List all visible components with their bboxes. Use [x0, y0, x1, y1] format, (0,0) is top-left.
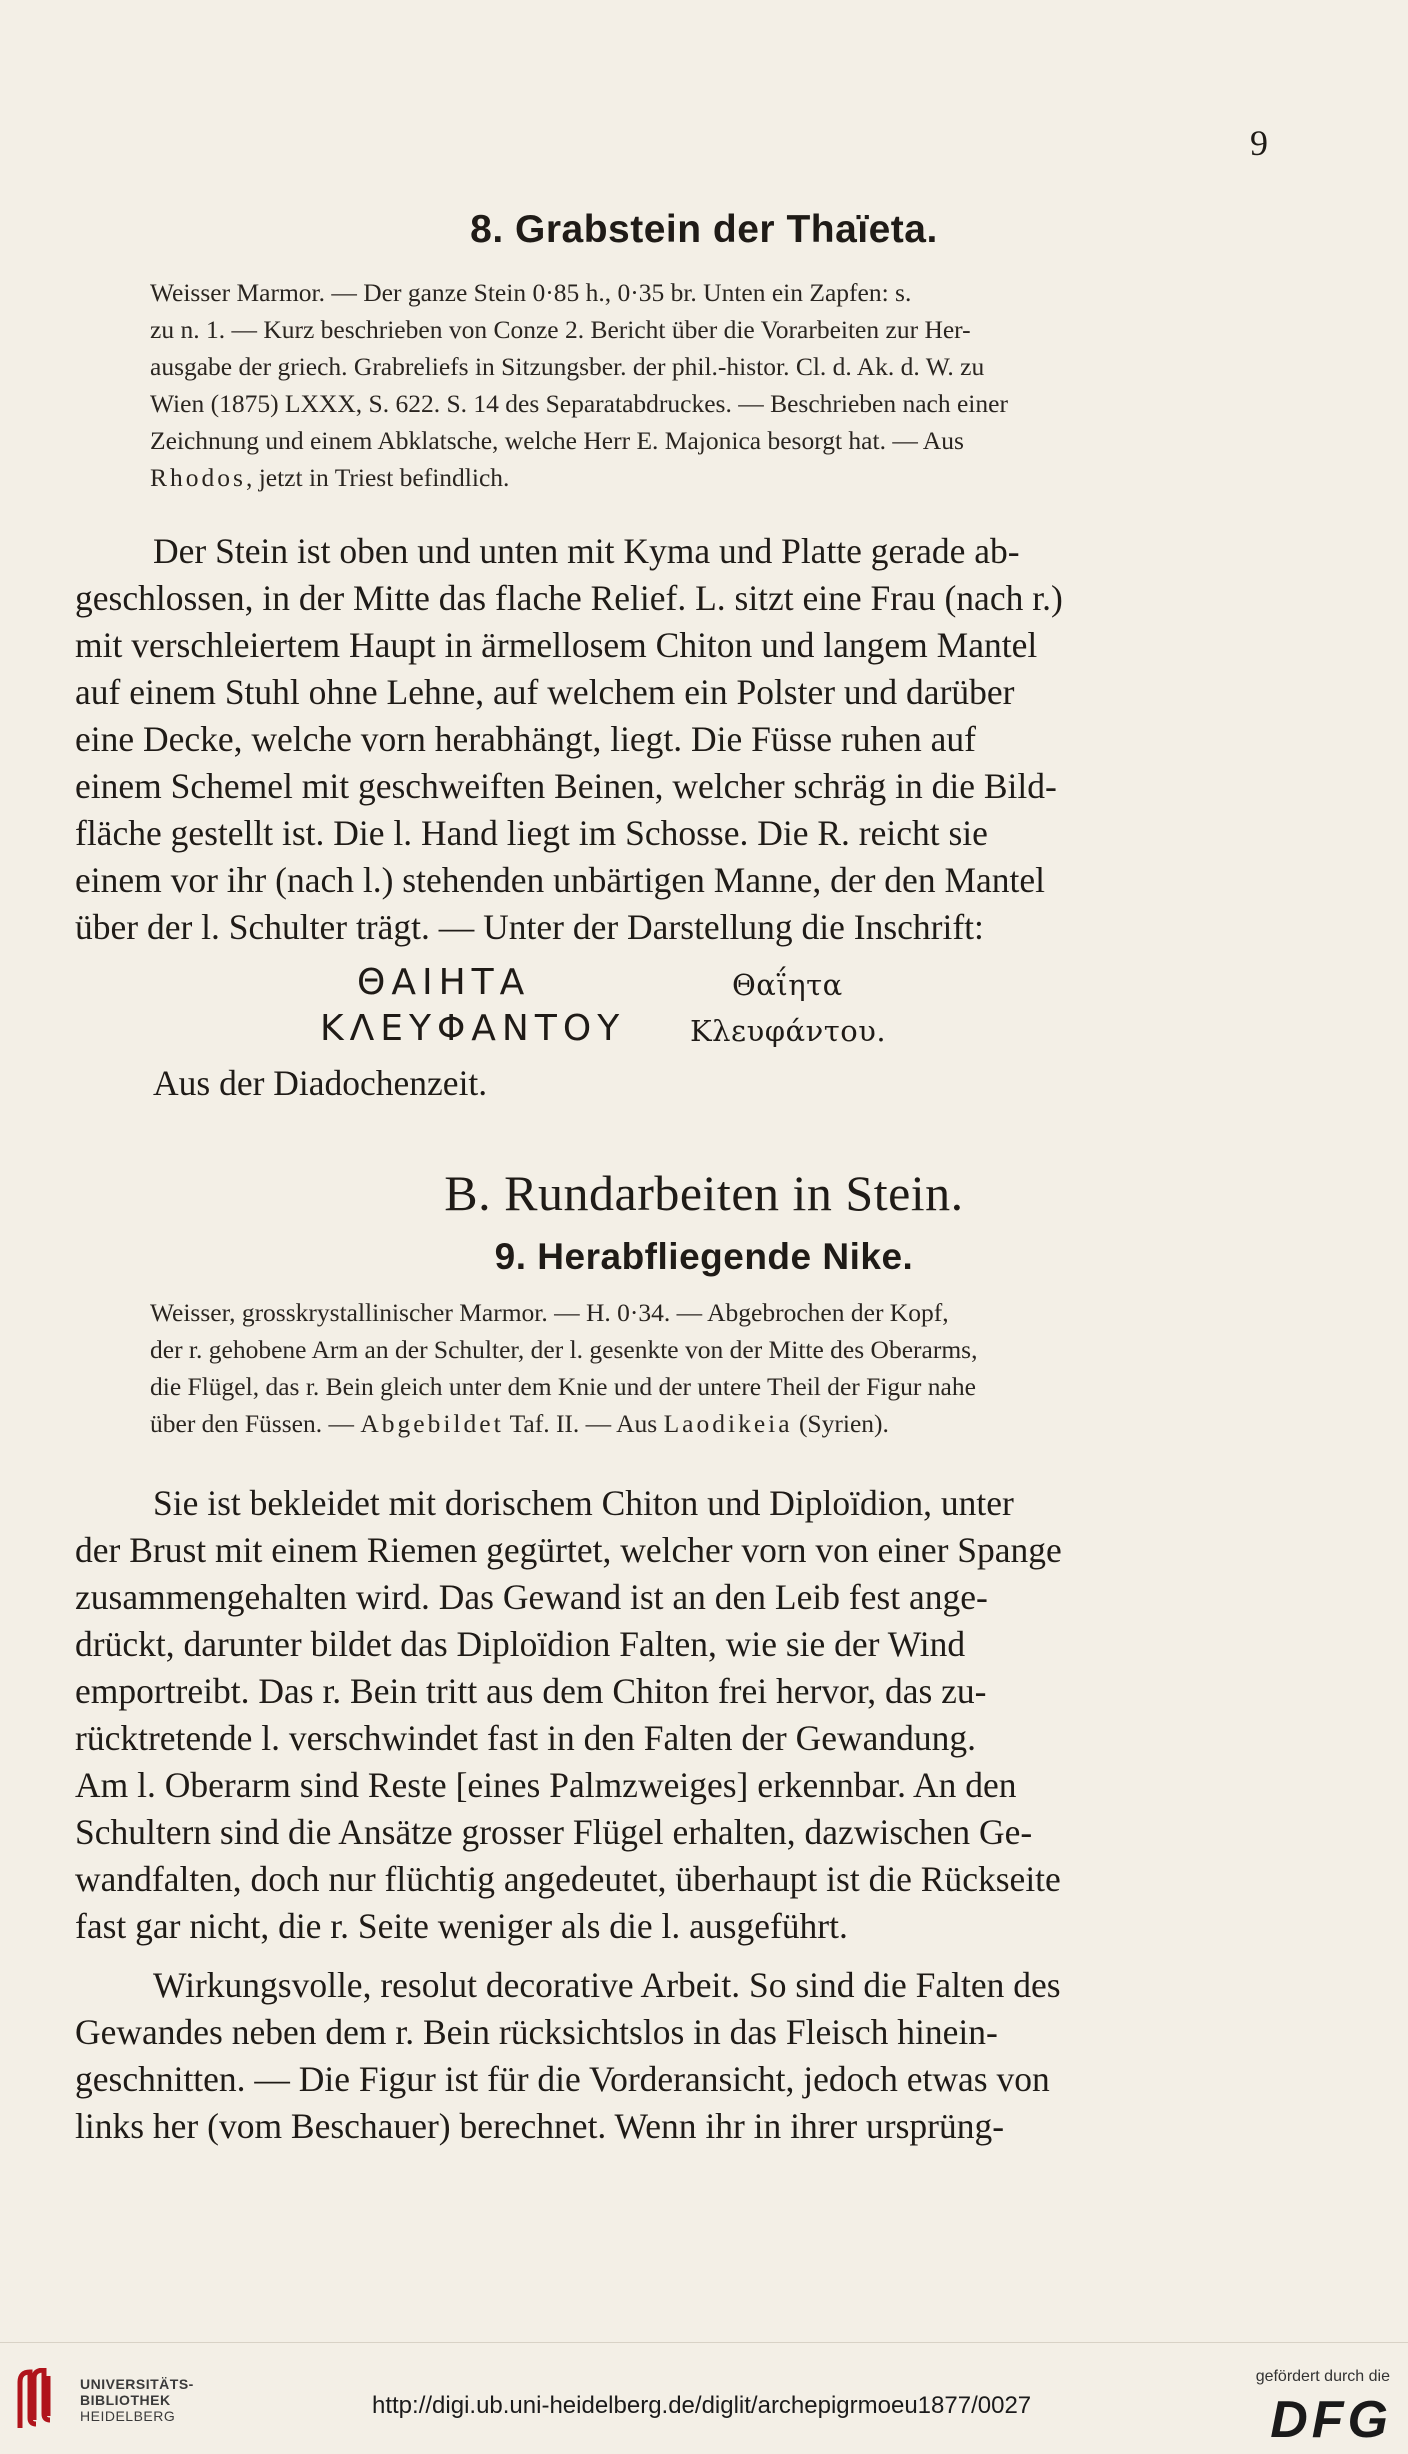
body-line: eine Decke, welche vorn herabhängt, liegt. Die Füsse ruhen auf — [75, 719, 976, 759]
body-line: fläche gestellt ist. Die l. Hand liegt im Schosse. Die R. reicht sie — [75, 813, 988, 853]
body-line: Gewandes neben dem r. Bein rücksichtslos in das Fleisch hinein- — [75, 2012, 998, 2052]
body-line: drückt, darunter bildet das Diploïdion Falten, wie sie der Wind — [75, 1624, 966, 1664]
section-8-note — [150, 274, 1236, 496]
note-line: die Flügel, das r. Bein gleich unter dem Knie und der untere Theil der Figur nahe — [150, 1372, 976, 1401]
note-text: , jetzt in Triest befindlich. — [245, 463, 510, 492]
body-line: zusammengehalten wird. Das Gewand ist an den Leib fest ange- — [75, 1577, 988, 1617]
body-line: emportreibt. Das r. Bein tritt aus dem Chiton frei hervor, das zu- — [75, 1671, 987, 1711]
body-line: geschlossen, in der Mitte das flache Relief. L. sitzt eine Frau (nach r.) — [75, 578, 1063, 618]
inscription-transcription: Κλευφάντου. — [690, 1014, 887, 1048]
section-8-description — [75, 528, 1235, 951]
body-line: Wirkungsvolle, resolut decorative Arbeit. So sind die Falten des — [153, 1965, 1061, 2005]
place-name: Laodikeia — [663, 1409, 793, 1438]
section-9-paragraph-1 — [75, 1480, 1235, 1950]
body-line: über der l. Schulter trägt. — Unter der Darstellung die Inschrift: — [75, 907, 984, 947]
university-library-logo-icon — [14, 2368, 74, 2430]
dating: Aus der Diadochenzeit. — [153, 1063, 488, 1103]
section-9-note — [150, 1294, 1236, 1442]
note-line: ausgabe der griech. Grabreliefs in Sitzungsber. der phil.-histor. Cl. d. Ak. d. W. zu — [150, 352, 985, 381]
body-line: einem Schemel mit geschweiften Beinen, welcher schräg in die Bild- — [75, 766, 1057, 806]
body-line: einem vor ihr (nach l.) stehenden unbärtigen Manne, der den Mantel — [75, 860, 1045, 900]
body-line: der Brust mit einem Riemen gegürtet, welcher vorn von einer Spange — [75, 1530, 1062, 1570]
note-line: Weisser Marmor. — Der ganze Stein 0·85 h., 0·35 br. Unten ein Zapfen: s. — [150, 278, 912, 307]
dfg-logo: DFG — [1270, 2391, 1392, 2449]
footer-divider — [0, 2342, 1408, 2343]
body-line: mit verschleiertem Haupt in ärmellosem Chiton und langem Mantel — [75, 625, 1038, 665]
note-line: Wien (1875) LXXX, S. 622. S. 14 des Separatabdruckes. — Beschrieben nach einer — [150, 389, 1008, 418]
page-number: 9 — [1250, 123, 1268, 163]
body-line: links her (vom Beschauer) berechnet. Wenn ihr in ihrer ursprüng- — [75, 2106, 1005, 2146]
body-line: auf einem Stuhl ohne Lehne, auf welchem ein Polster und darüber — [75, 672, 1015, 712]
body-line: Der Stein ist oben und unten mit Kyma und Platte gerade ab- — [153, 531, 1020, 571]
section-9-paragraph-2 — [75, 1962, 1235, 2150]
section-9-title: 9. Herabfliegende Nike. — [494, 1236, 914, 1277]
body-line: Am l. Oberarm sind Reste [eines Palmzweiges] erkennbar. An den — [75, 1765, 1017, 1805]
part-b-title: B. Rundarbeiten in Stein. — [444, 1165, 964, 1221]
inscription-capitals: ΚΛΕΥΦΑΝΤΟΥ — [320, 1008, 626, 1049]
body-line: fast gar nicht, die r. Seite weniger als die l. ausgeführt. — [75, 1906, 848, 1946]
library-name: UNIVERSITÄTS- BIBLIOTHEK HEIDELBERG — [80, 2376, 194, 2424]
note-line: Weisser, grosskrystallinischer Marmor. — H. 0·34. — Abgebrochen der Kopf, — [150, 1298, 949, 1327]
spaced-text: Abgebildet — [360, 1409, 504, 1438]
body-line: rücktretende l. verschwindet fast in den Falten der Gewandung. — [75, 1718, 977, 1758]
body-line: geschnitten. — Die Figur ist für die Vorderansicht, jedoch etwas von — [75, 2059, 1050, 2099]
body-line: Schultern sind die Ansätze grosser Flügel erhalten, dazwischen Ge- — [75, 1812, 1033, 1852]
inscription-transcription: Θαΐητα — [732, 968, 843, 1002]
note-line: Zeichnung und einem Abklatsche, welche Herr E. Majonica besorgt hat. — Aus — [150, 426, 964, 455]
note-line: über den Füssen. — Abgebildet Taf. II. — Aus Laodikeia (Syrien). — [150, 1409, 889, 1438]
note-line: zu n. 1. — Kurz beschrieben von Conze 2. Bericht über die Vorarbeiten zur Her- — [150, 315, 971, 344]
funding-note: gefördert durch die — [1255, 2368, 1390, 2385]
place-name: Rhodos — [150, 463, 246, 492]
note-line — [150, 459, 1236, 496]
body-line: Sie ist bekleidet mit dorischem Chiton und Diploïdion, unter — [153, 1483, 1014, 1523]
section-8-title: 8. Grabstein der Thaïeta. — [470, 208, 938, 251]
document-url[interactable]: http://digi.ub.uni-heidelberg.de/diglit/archepigrmoeu1877/0027 — [372, 2392, 1032, 2419]
note-line: der r. gehobene Arm an der Schulter, der l. gesenkte von der Mitte des Oberarms, — [150, 1335, 978, 1364]
body-line: wandfalten, doch nur flüchtig angedeutet, überhaupt ist die Rückseite — [75, 1859, 1061, 1899]
inscription-capitals: ΘΑΙΗΤΑ — [357, 962, 531, 1003]
